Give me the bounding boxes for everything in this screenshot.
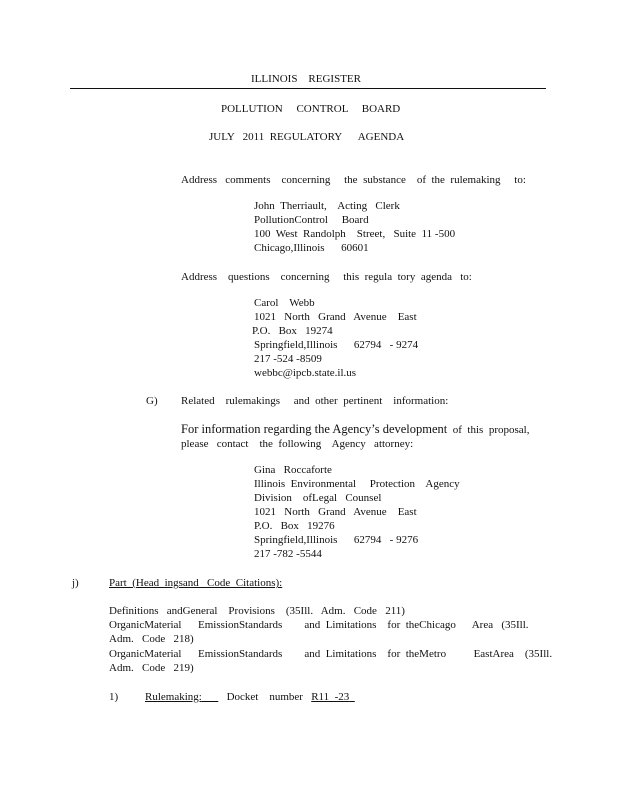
questions-address-line: Springfield,Illinois 62794 - 9274 [254,339,419,351]
questions-address-line: P.O. Box 19274 [252,325,333,337]
questions-email-link[interactable]: webbc@ipcb.state.il.us [254,367,357,379]
part-citation-line: OrganicMaterial EmissionStandards and Limitations for theMetro EastArea (35Ill. [109,648,553,660]
comments-address-line: John Therriault, Acting Clerk [254,200,400,212]
questions-intro: Address questions concerning this regula tory agenda to: [181,271,472,283]
agency-info-emphasis: For information regarding the Agency’s development [181,422,448,436]
agency-info-line-2: please contact the following Agency attorney: [181,438,414,450]
agency-info-line [181,422,529,437]
attorney-contact-line: P.O. Box 19276 [254,520,335,532]
attorney-contact-line: Springfield,Illinois 62794 - 9276 [254,534,419,546]
questions-address-line: Carol Webb [254,297,315,309]
attorney-contact-line: 1021 North Grand Avenue East [254,506,417,518]
questions-address-line: 1021 North Grand Avenue East [254,311,417,323]
register-heading: ILLINOIS REGISTER [251,73,361,85]
header-rule [70,88,546,89]
section-j-marker: j) [72,577,79,589]
attorney-phone: 217 -782 -5544 [254,548,322,560]
comments-address-line: PollutionControl Board [254,214,369,226]
rulemaking-line [145,690,355,704]
part-citation-line: OrganicMaterial EmissionStandards and Limitations for theChicago Area (35Ill. [109,619,529,631]
comments-address-line: 100 West Randolph Street, Suite 11 -500 [254,228,456,240]
comments-intro: Address comments concerning the substance of the rulemaking to: [181,174,526,186]
questions-phone: 217 -524 -8509 [254,353,322,365]
agenda-heading: JULY 2011 REGULATORY AGENDA [209,131,405,143]
attorney-contact-line: Illinois Environmental Protection Agency [254,478,460,490]
docket-number: R11 -23 [311,691,350,703]
section-j-title: Part (Head ingsand Code Citations): [109,577,283,589]
board-heading: POLLUTION CONTROL BOARD [221,103,401,115]
comments-address-line: Chicago,Illinois 60601 [254,242,369,254]
attorney-contact-line: Gina Roccaforte [254,464,332,476]
agency-info-rest: of this proposal, [447,424,530,436]
item-1-marker: 1) [109,691,119,703]
part-citation-line: Adm. Code 218) [109,633,194,645]
section-g-marker: G) [146,395,158,407]
part-citation-line: Adm. Code 219) [109,662,194,674]
part-citation-line: Definitions andGeneral Provisions (35Ill. Adm. Code 211) [109,605,405,617]
rulemaking-label: Rulemaking: [145,691,202,703]
section-g-intro: Related rulemakings and other pertinent information: [181,395,449,407]
docket-text: Docket number [218,691,312,703]
attorney-contact-line: Division ofLegal Counsel [254,492,382,504]
